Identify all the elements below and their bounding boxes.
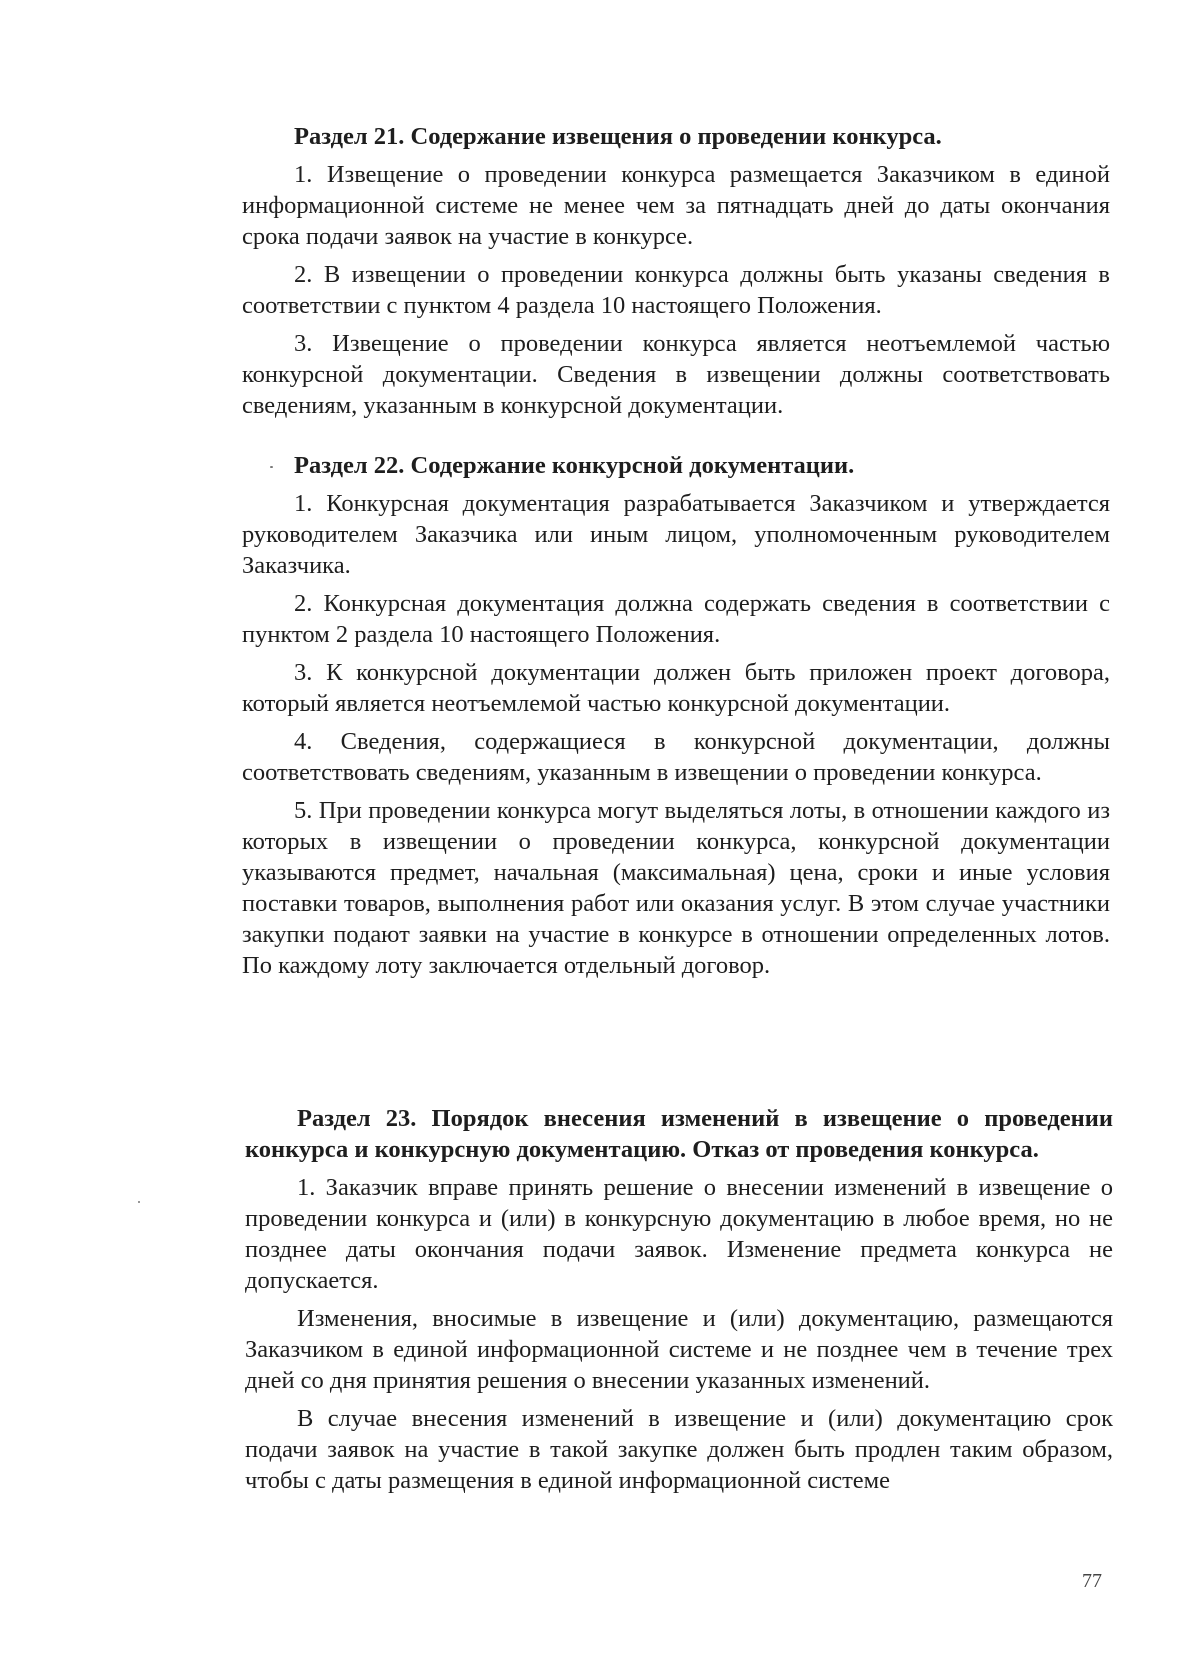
section-23 <box>245 1103 1113 1496</box>
section-23-paragraph-2: Изменения, вносимые в извещение и (или) документацию, размещаются Заказчиком в единой информационной системе и не позднее чем в течение трех дней со дня принятия решения о внесении указанных изменений. <box>245 1305 1113 1394</box>
section-22 <box>242 450 1110 981</box>
section-21-heading: Раздел 21. Содержание извещения о проведении конкурса. <box>294 123 942 150</box>
section-22-paragraph-2: 2. Конкурсная документация должна содержать сведения в соответствии с пунктом 2 раздела 10 настоящего Положения. <box>242 590 1110 648</box>
section-22-paragraph-5: 5. При проведении конкурса могут выделяться лоты, в отношении каждого из которых в извещении о проведении конкурса, конкурсной документации указываются предмет, начальная (максимальная) цена, сроки и иные условия поставки товаров, выполнения работ или оказания услуг. В этом случае участники закупки подают заявки на участие в конкурсе в отношении определенных лотов. По каждому лоту заключается отдельный договор. <box>242 797 1110 979</box>
section-21-paragraph-2: 2. В извещении о проведении конкурса должны быть указаны сведения в соответствии с пунктом 4 раздела 10 настоящего Положения. <box>242 261 1110 319</box>
scan-speck <box>138 1201 140 1203</box>
section-22-heading: Раздел 22. Содержание конкурсной документации. <box>294 452 855 479</box>
scan-speck <box>270 466 273 468</box>
section-22-paragraph-1: 1. Конкурсная документация разрабатывается Заказчиком и утверждается руководителем Заказчика или иным лицом, уполномоченным руководителем Заказчика. <box>242 490 1110 579</box>
section-23-paragraph-1: 1. Заказчик вправе принять решение о внесении изменений в извещение о проведении конкурса и (или) в конкурсную документацию в любое время, но не позднее даты окончания подачи заявок. Изменение предмета конкурса не допускается. <box>245 1174 1113 1294</box>
section-21-paragraph-3: 3. Извещение о проведении конкурса является неотъемлемой частью конкурсной документации. Сведения в извещении должны соответствовать сведениям, указанным в конкурсной документации. <box>242 330 1110 419</box>
section-21 <box>242 121 1110 421</box>
section-22-paragraph-3: 3. К конкурсной документации должен быть приложен проект договора, который является неотъемлемой частью конкурсной документации. <box>242 659 1110 717</box>
section-22-paragraph-4: 4. Сведения, содержащиеся в конкурсной документации, должны соответствовать сведениям, указанным в извещении о проведении конкурса. <box>242 728 1110 786</box>
page-number: 77 <box>1082 1570 1102 1592</box>
section-23-heading: Раздел 23. Порядок внесения изменений в извещение о проведении конкурса и конкурсную документацию. Отказ от проведения конкурса. <box>245 1105 1113 1163</box>
section-21-paragraph-1: 1. Извещение о проведении конкурса размещается Заказчиком в единой информационной системе не менее чем за пятнадцать дней до даты окончания срока подачи заявок на участие в конкурсе. <box>242 161 1110 250</box>
section-23-paragraph-3: В случае внесения изменений в извещение и (или) документацию срок подачи заявок на участие в такой закупке должен быть продлен таким образом, чтобы с даты размещения в единой информационной системе <box>245 1405 1113 1494</box>
